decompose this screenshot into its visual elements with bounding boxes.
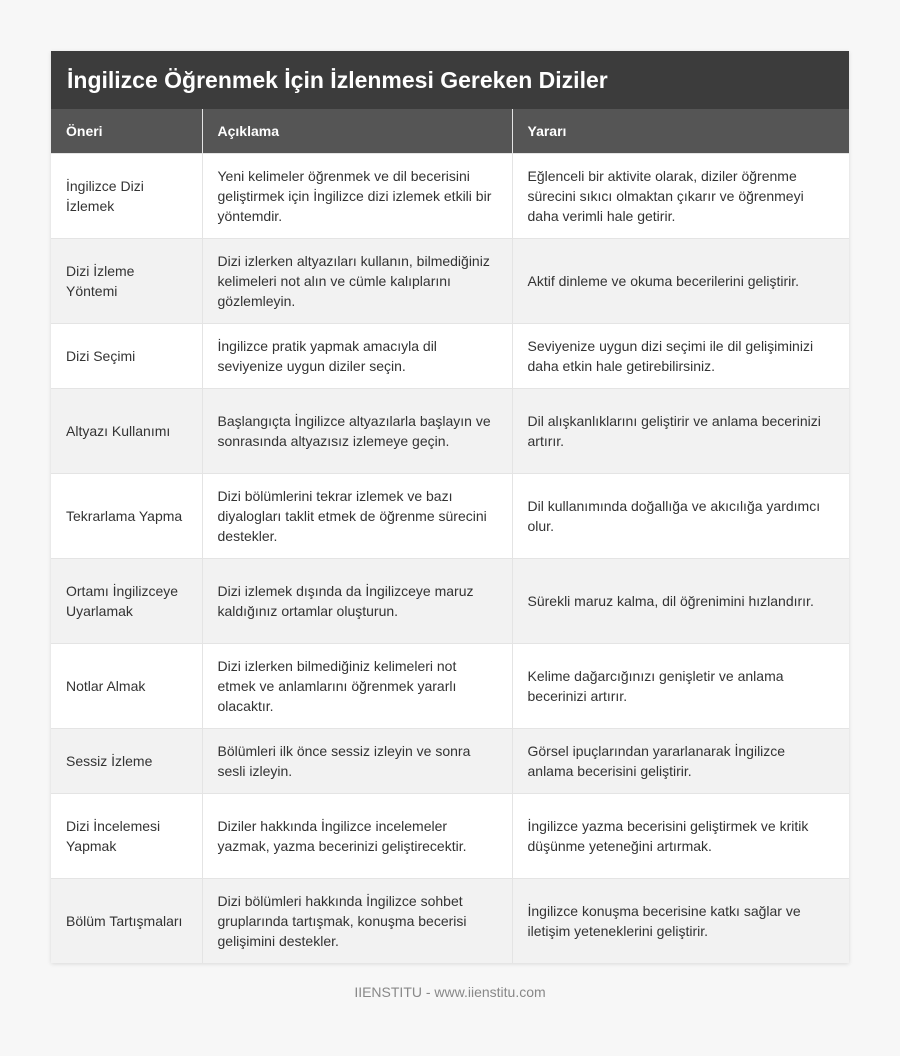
cell-yarari: Görsel ipuçlarından yararlanarak İngilizce anlama becerisini geliştirir. [512, 728, 849, 793]
page-title: İngilizce Öğrenmek İçin İzlenmesi Gereken Diziler [51, 51, 849, 109]
cell-yarari: Kelime dağarcığınızı genişletir ve anlama becerinizi artırır. [512, 643, 849, 728]
table-row [51, 238, 849, 323]
cell-yarari: Seviyenize uygun dizi seçimi ile dil gelişiminizi daha etkin hale getirebilirsiniz. [512, 323, 849, 388]
footer-credit: IIENSTITU - www.iienstitu.com [354, 984, 546, 1000]
cell-aciklama: Dizi bölümlerini tekrar izlemek ve bazı diyalogları taklit etmek de öğrenme sürecini destekler. [202, 473, 512, 558]
cell-oneri: Ortamı İngilizceye Uyarlamak [51, 558, 202, 643]
cell-yarari: Sürekli maruz kalma, dil öğrenimini hızlandırır. [512, 558, 849, 643]
table-card [51, 51, 849, 963]
table-row [51, 558, 849, 643]
column-header-oneri: Öneri [51, 109, 202, 153]
cell-aciklama: Dizi izlerken bilmediğiniz kelimeleri not etmek ve anlamlarını öğrenmek yararlı olacaktır. [202, 643, 512, 728]
column-header-yarari: Yararı [512, 109, 849, 153]
cell-aciklama: İngilizce pratik yapmak amacıyla dil seviyenize uygun diziler seçin. [202, 323, 512, 388]
cell-aciklama: Dizi izlerken altyazıları kullanın, bilmediğiniz kelimeleri not alın ve cümle kalıplarını gözlemleyin. [202, 238, 512, 323]
cell-oneri: Bölüm Tartışmaları [51, 878, 202, 963]
table-row [51, 473, 849, 558]
cell-yarari: Aktif dinleme ve okuma becerilerini geliştirir. [512, 238, 849, 323]
cell-oneri: Dizi İncelemesi Yapmak [51, 793, 202, 878]
cell-yarari: Dil kullanımında doğallığa ve akıcılığa yardımcı olur. [512, 473, 849, 558]
cell-aciklama: Yeni kelimeler öğrenmek ve dil becerisini geliştirmek için İngilizce dizi izlemek etkili bir yöntemdir. [202, 153, 512, 238]
table-row [51, 728, 849, 793]
column-header-aciklama: Açıklama [202, 109, 512, 153]
cell-yarari: İngilizce yazma becerisini geliştirmek ve kritik düşünme yeteneğini artırmak. [512, 793, 849, 878]
table-row [51, 643, 849, 728]
cell-aciklama: Bölümleri ilk önce sessiz izleyin ve sonra sesli izleyin. [202, 728, 512, 793]
cell-oneri: Dizi Seçimi [51, 323, 202, 388]
table-row [51, 793, 849, 878]
cell-aciklama: Dizi izlemek dışında da İngilizceye maruz kaldığınız ortamlar oluşturun. [202, 558, 512, 643]
cell-oneri: Dizi İzleme Yöntemi [51, 238, 202, 323]
cell-yarari: İngilizce konuşma becerisine katkı sağlar ve iletişim yeteneklerini geliştirir. [512, 878, 849, 963]
table-row [51, 323, 849, 388]
cell-oneri: İngilizce Dizi İzlemek [51, 153, 202, 238]
cell-oneri: Altyazı Kullanımı [51, 388, 202, 473]
table-row [51, 388, 849, 473]
cell-oneri: Tekrarlama Yapma [51, 473, 202, 558]
cell-aciklama: Diziler hakkında İngilizce incelemeler yazmak, yazma becerinizi geliştirecektir. [202, 793, 512, 878]
cell-yarari: Dil alışkanlıklarını geliştirir ve anlama becerinizi artırır. [512, 388, 849, 473]
cell-aciklama: Dizi bölümleri hakkında İngilizce sohbet gruplarında tartışmak, konuşma becerisi gelişimini destekler. [202, 878, 512, 963]
table-row [51, 878, 849, 963]
table-header-row [51, 109, 849, 153]
cell-aciklama: Başlangıçta İngilizce altyazılarla başlayın ve sonrasında altyazısız izlemeye geçin. [202, 388, 512, 473]
cell-yarari: Eğlenceli bir aktivite olarak, diziler öğrenme sürecini sıkıcı olmaktan çıkarır ve öğrenmeyi daha verimli hale getirir. [512, 153, 849, 238]
cell-oneri: Sessiz İzleme [51, 728, 202, 793]
cell-oneri: Notlar Almak [51, 643, 202, 728]
table-row [51, 153, 849, 238]
recommendations-table [51, 109, 849, 963]
